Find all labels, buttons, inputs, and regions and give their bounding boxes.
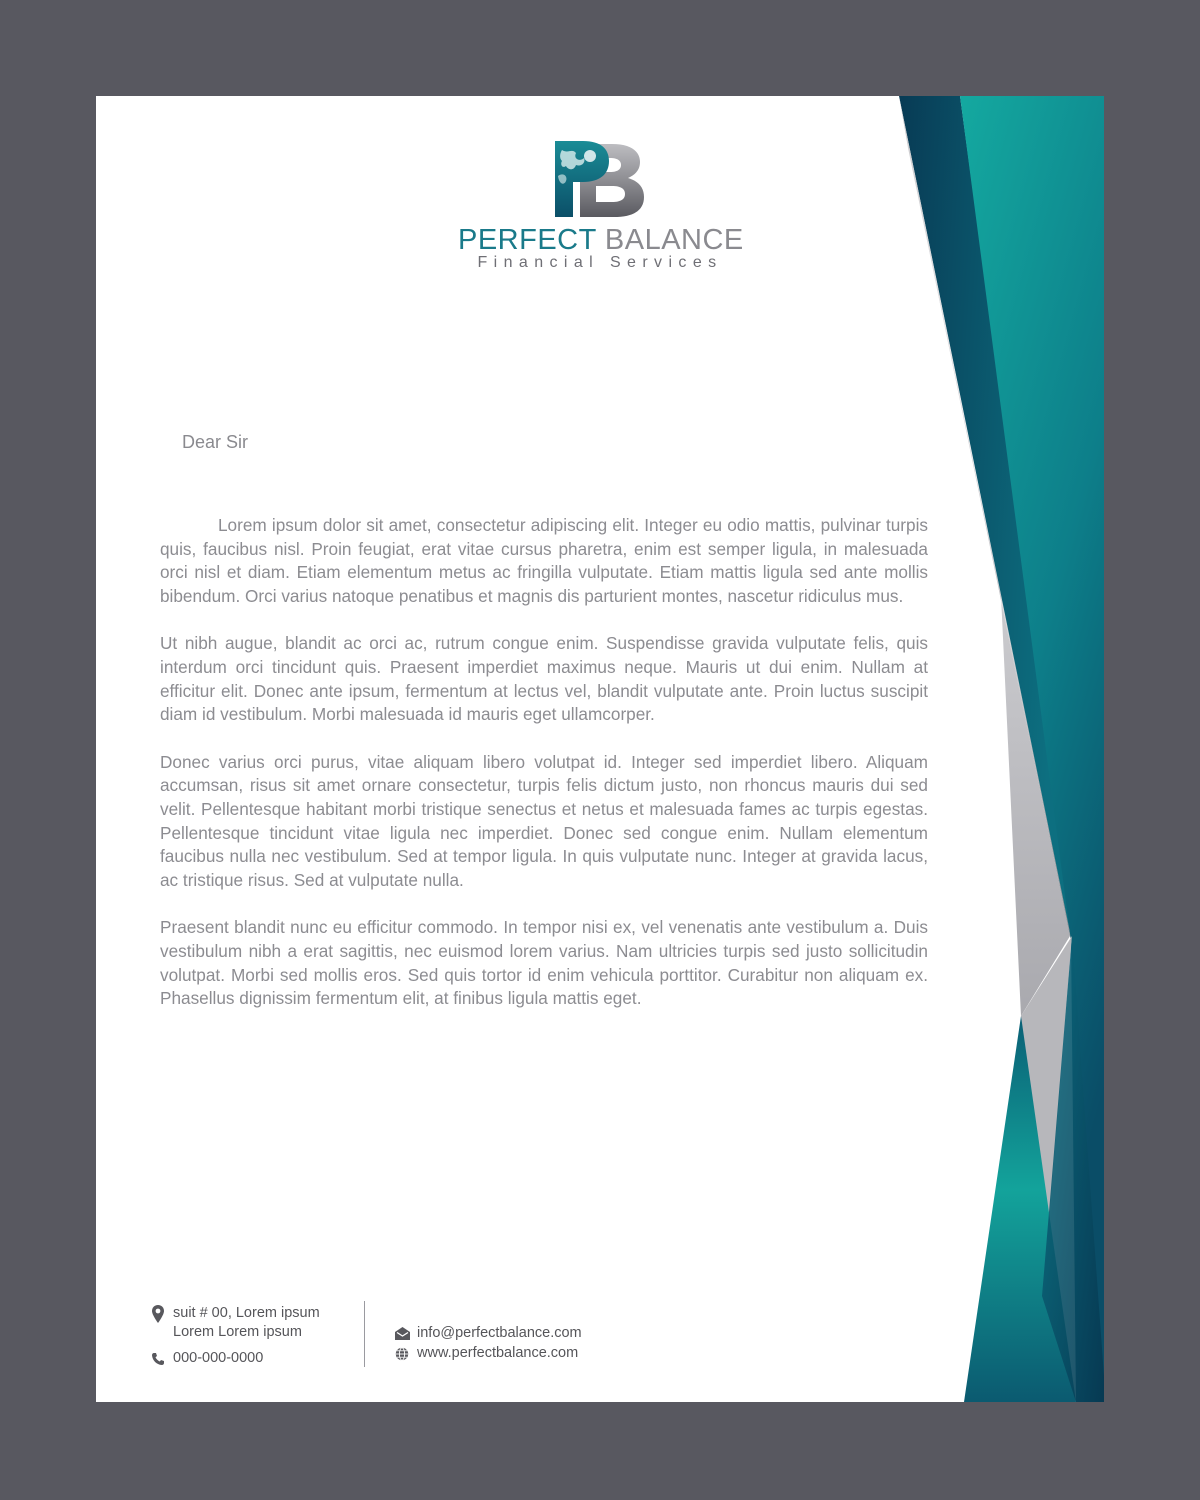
phone-icon (148, 1349, 168, 1368)
letter-paragraph: Ut nibh augue, blandit ac orci ac, rutrum congue enim. Suspendisse gravida vulputate felis, quis interdum orci tincidunt quis. Praesent imperdiet maximus neque. Mauris ut dui enim. Nullam at efficitur elit. Donec ante ipsum, fermentum at lectus vel, blandit vulputate ante. Proin luctus suscipit diam id vestibulum. Morbi malesuada id mauris eget ullamcorper. (160, 633, 928, 725)
brand-tagline: Financial Services (477, 254, 723, 271)
footer-contact-right (392, 1324, 582, 1363)
address-line-1: suit # 00, Lorem ipsum (173, 1305, 320, 1321)
footer-contact-left (148, 1304, 320, 1368)
location-pin-icon (148, 1304, 168, 1323)
footer-divider (364, 1301, 365, 1367)
letter-paragraph: Lorem ipsum dolor sit amet, consectetur adipiscing elit. Integer eu odio mattis, pulvinar turpis quis, faucibus nisl. Proin feugiat, erat vitae cursus pharetra, enim est semper ligula, in malesuada orci nisl et diam. Etiam elementum metus ac fringilla vulputate. Etiam mattis ligula sed ante mollis bibendum. Orci varius natoque penatibus et magnis dis parturient montes, nascetur ridiculus mus. (160, 515, 928, 606)
letter-body (160, 514, 928, 1035)
globe-icon (392, 1344, 412, 1363)
website-url[interactable]: www.perfectbalance.com (417, 1345, 579, 1361)
mail-icon (392, 1324, 412, 1343)
brand-name-part1: PERFECT (458, 224, 597, 256)
address-line-2: Lorem Lorem ipsum (173, 1324, 302, 1340)
brand-name (458, 224, 742, 257)
email-address[interactable]: info@perfectbalance.com (417, 1325, 582, 1341)
letter-paragraph: Praesent blandit nunc eu efficitur commodo. In tempor nisi ex, vel venenatis ante vestibulum a. Duis vestibulum nibh a erat sagittis, nec euismod lorem varius. Nam ultricies turpis sed justo sollicitudin volutpat. Morbi sed mollis eros. Sed quis tortor id enim vehicula porttitor. Curabitur non aliquam ex. Phasellus dignissim fermentum elit, at finibus ligula mattis eget. (160, 917, 928, 1009)
letterhead-sheet (96, 96, 1104, 1402)
phone-number: 000-000-0000 (173, 1350, 264, 1366)
letter-greeting: Dear Sir (182, 432, 249, 452)
pb-monogram-icon (458, 136, 742, 236)
brand-name-part2: BALANCE (604, 224, 744, 256)
letter-paragraph: Donec varius orci purus, vitae aliquam libero volutpat id. Integer sed imperdiet libero. Aliquam accumsan, risus sit amet ornare consectetur, turpis felis dictum justo, non rhoncus mauris dui sed velit. Pellentesque habitant morbi tristique senectus et netus et malesuada fames ac turpis egestas. Pellentesque tincidunt vitae ligula nec imperdiet. Donec sed congue enim. Nullam elementum faucibus nulla nec vestibulum. Sed at tempor ligula. In quis vulputate nunc. Integer at gravida lacus, ac tristique risus. Sed at vulputate nulla. (160, 751, 928, 890)
